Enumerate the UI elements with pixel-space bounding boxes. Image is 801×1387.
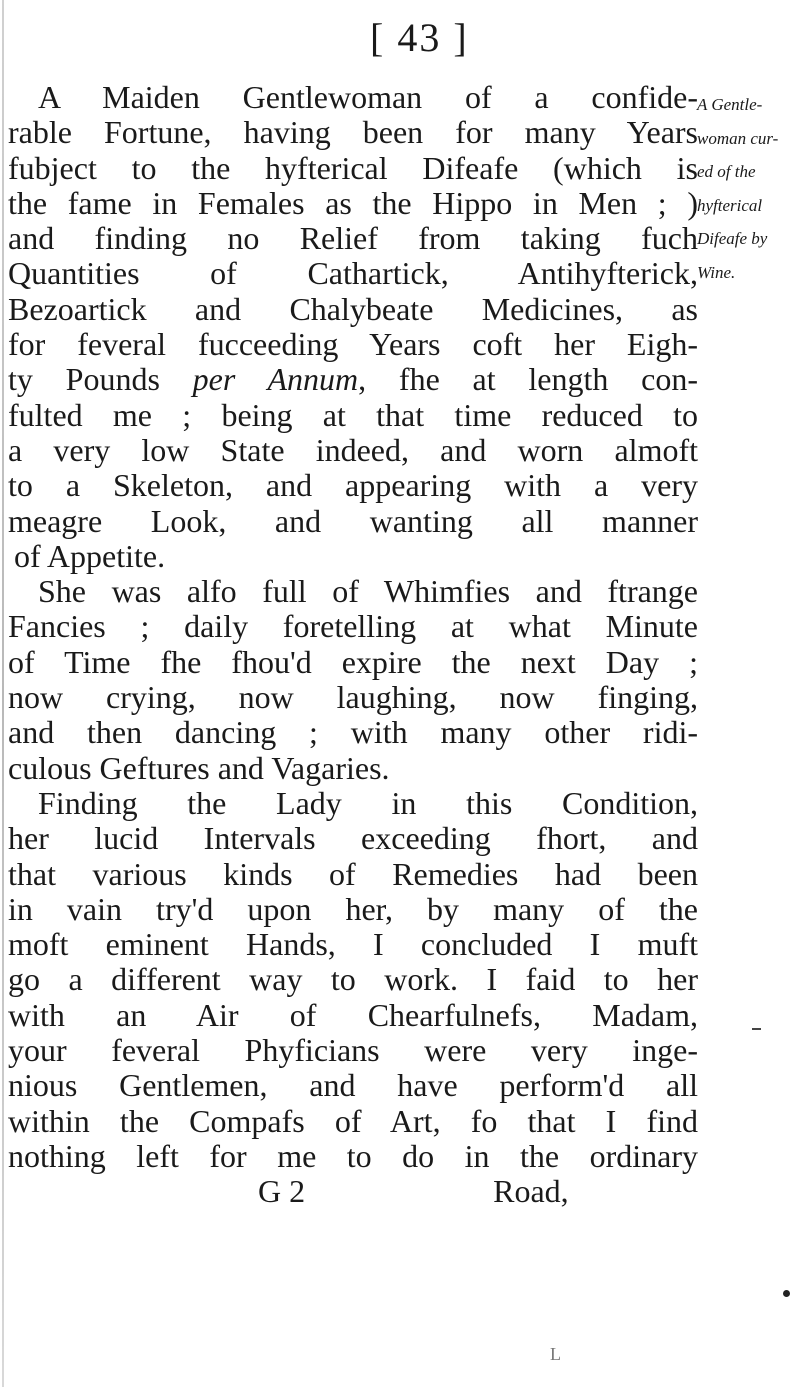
- signature-line: [8, 1174, 698, 1209]
- text-line: She was alfo full of Whimfies and ftrange: [38, 573, 698, 610]
- italic-phrase: per Annum: [192, 361, 359, 398]
- text-line: nothing left for me to do in the ordinary: [8, 1137, 698, 1174]
- text-line: nious Gentlemen, and have perform'd all: [8, 1067, 698, 1104]
- text-line: fubject to the hyfterical Difeafe (which is: [8, 149, 698, 186]
- text-line: Fancies ; daily foretelling at what Minute: [8, 608, 698, 645]
- page-number: [ 43 ]: [370, 15, 469, 60]
- body-text: [8, 80, 698, 1210]
- text-line: Finding the Lady in this Condition,: [38, 784, 698, 821]
- text-line: a very low State indeed, and worn almoft: [8, 431, 698, 468]
- text-line: for feveral fucceeding Years coft her Eigh-: [8, 326, 698, 363]
- margin-note-line: ed of the: [697, 162, 756, 181]
- text-line: your feveral Phyficians were very inge-: [8, 1032, 698, 1069]
- margin-note: [697, 88, 801, 289]
- text-line: moft eminent Hands, I concluded I muft: [8, 926, 698, 963]
- text-line: ty Pounds per Annum, fhe at length con-: [8, 361, 699, 398]
- text-line: meagre Look, and wanting all manner: [8, 502, 698, 539]
- signature-mark: G 2: [258, 1173, 306, 1210]
- text-line: with an Air of Chearfulnefs, Madam,: [8, 996, 698, 1033]
- margin-note-line: A Gentle-: [697, 95, 763, 114]
- lower-mark: L: [550, 1344, 561, 1364]
- catchword: Road,: [493, 1173, 569, 1210]
- text-line: the fame in Females as the Hippo in Men ; ): [8, 184, 698, 221]
- text-line: that various kinds of Remedies had been: [8, 855, 698, 892]
- ink-dot: [783, 1290, 790, 1297]
- text-line: rable Fortune, having been for many Years: [8, 114, 698, 151]
- margin-note-line: woman cur-: [697, 128, 779, 148]
- text-line: and finding no Relief from taking fuch: [8, 220, 698, 257]
- text-line: Quantities of Cathartick, Antihyfterick,: [8, 255, 698, 292]
- margin-note-line: Difeafe by: [697, 229, 768, 248]
- text-line: culous Geftures and Vagaries.: [8, 749, 390, 786]
- text-line: to a Skeleton, and appearing with a very: [8, 467, 698, 504]
- text-line: of Appetite.: [14, 537, 166, 574]
- text-line: A Maiden Gentlewoman of a confide-: [38, 79, 698, 115]
- text-line: go a different way to work. I faid to her: [8, 961, 698, 998]
- text-line: her lucid Intervals exceeding fhort, and: [8, 820, 698, 857]
- text-line: Bezoartick and Chalybeate Medicines, as: [8, 290, 698, 327]
- margin-note-line: Wine.: [697, 262, 736, 282]
- text-line: of Time fhe fhou'd expire the next Day ;: [8, 643, 698, 680]
- text-line: and then dancing ; with many other ridi-: [8, 714, 698, 751]
- text-line: fulted me ; being at that time reduced to: [8, 396, 698, 433]
- gutter-edge: [2, 0, 4, 1387]
- ink-mark: [752, 1028, 761, 1030]
- text-line: within the Compafs of Art, fo that I find: [8, 1102, 698, 1139]
- text-line: now crying, now laughing, now finging,: [8, 679, 698, 716]
- text-line: in vain try'd upon her, by many of the: [8, 890, 698, 927]
- margin-note-line: hyfterical: [697, 195, 763, 215]
